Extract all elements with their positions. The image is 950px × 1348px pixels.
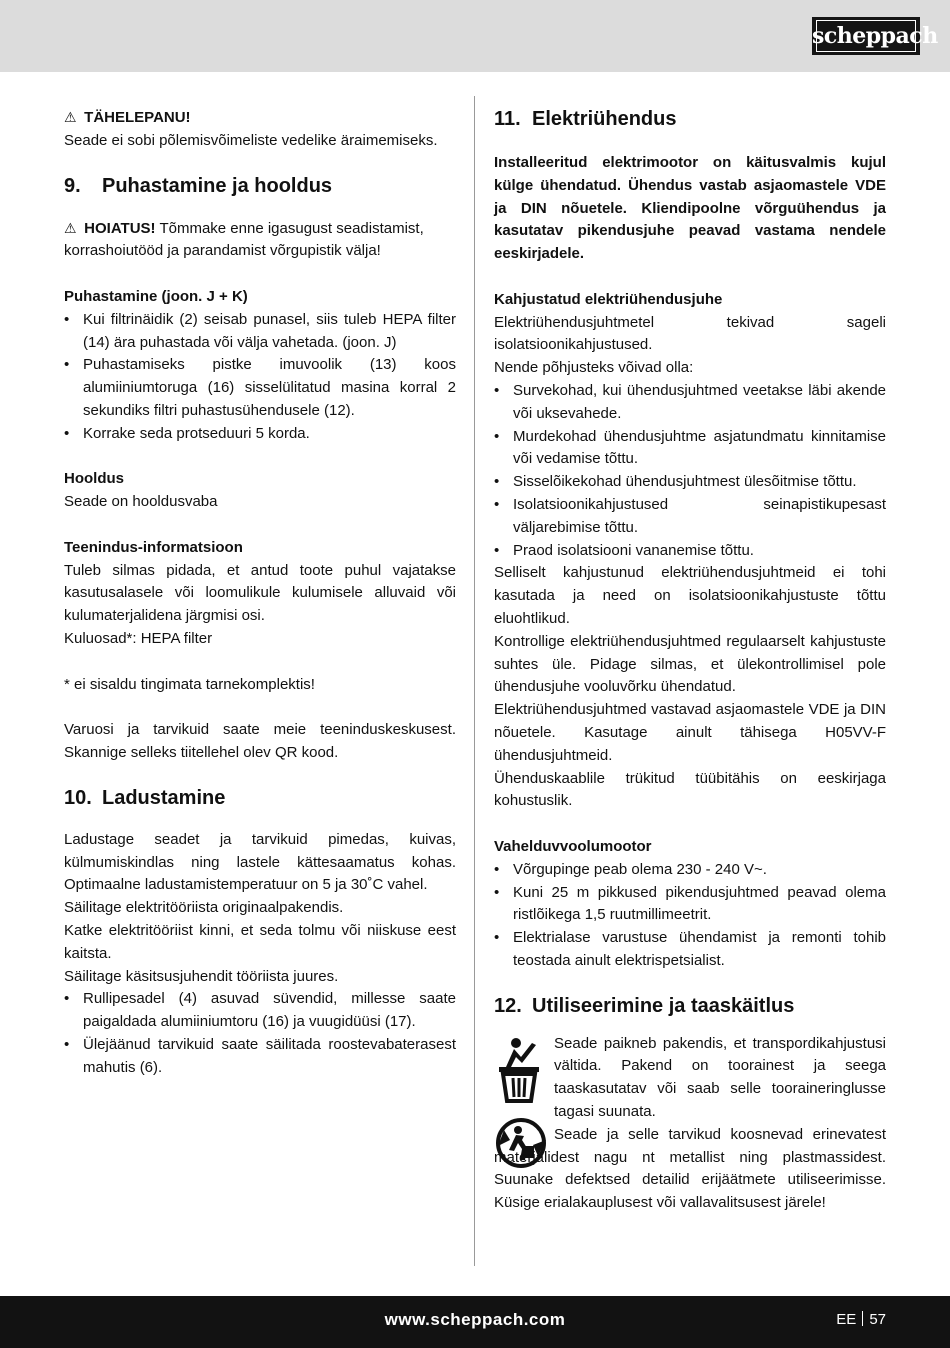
website-link[interactable]: www.scheppach.com (384, 1310, 566, 1329)
footnote: * ei sisaldu tingimata tarnekomplektis! (64, 675, 315, 693)
trash-bin-icon (494, 1033, 550, 1103)
maintenance-text: Seade on hooldusvaba (64, 493, 218, 511)
scheppach-logo: scheppach (812, 17, 920, 55)
recycling-block (494, 1033, 886, 1215)
warning-icon: ⚠ (64, 109, 77, 125)
list-item: • Isolatsioonikahjustused seinapistikupesast väljarebimise tõttu. (494, 494, 886, 540)
page-number: EE 57 (836, 1311, 886, 1328)
list-item: • Võrgupinge peab olema 230 - 240 V~. (494, 859, 886, 882)
list-item: • Korrake seda protseduuri 5 korda. (64, 423, 456, 446)
damaged-paragraph: Ühenduskaablile trükitud tüübitähis on eeskirjaga kohustuslik. (494, 769, 886, 810)
maintenance-title: Hooldus (64, 470, 124, 488)
cleaning-list (64, 309, 456, 446)
damaged-paragraph: Kontrollige elektriühendusjuhtmed regulaarselt kahjustuste suhtes üle. Pidage silmas, et ülekontrollimisel pole ühendusjuhe vooluvõrku ühendatud. (494, 632, 886, 696)
left-column (64, 106, 456, 1079)
cleaning-title: Puhastamine (joon. J + K) (64, 287, 248, 305)
section-10-heading: 10. Ladustamine (64, 786, 226, 809)
consumables-text: Kuluosad*: HEPA filter (64, 629, 213, 647)
list-item: • Sisselõikekohad ühendusjuhtmest ülesõitmise tõttu. (494, 471, 886, 494)
section-9-heading: 9. Puhastamine ja hooldus (64, 174, 333, 197)
hoiatus-paragraph: ⚠ HOIATUS! Tõmmake enne igasugust seadistamist, korrashoiutööd ja parandamist võrgupistik välja! (64, 217, 456, 264)
footer-bar (0, 1296, 950, 1348)
damaged-paragraph: Elektriühendusjuhtmed vastavad asjaomastele VDE ja DIN nõuetele. Kasutage ainult tähisega H05VV-F ühendusjuhtmeid. (494, 701, 886, 764)
recycling-text (494, 1033, 886, 1215)
storage-paragraph: Katke elektritööriist kinni, et seda tolmu või niiskuse eest kaitsta. (64, 921, 456, 962)
damaged-cable-title: Kahjustatud elektriühendusjuhe (494, 290, 723, 308)
connection-intro: Installeeritud elektrimootor on käitusvalmis kujul külge ühendatud. Ühendus vastab asjaomastele VDE ja DIN nõuetele. Kliendipoolne võrguühendus ja kasutatav pikendusjuhe peavad vastama nendele eeskirjadele. (494, 154, 886, 263)
right-column (494, 106, 886, 1215)
list-item: • Praod isolatsiooni vananemise tõttu. (494, 540, 886, 563)
warning-icon: ⚠ (64, 219, 77, 236)
damaged-paragraph: Selliselt kahjustunud elektriühendusjuhtmeid ei tohi kasutada ja need on isolatsioonikahjustuste tõttu eluohtlikud. (494, 564, 886, 627)
service-text: Tuleb silmas pidada, et antud toote puhul vajatakse kasutusalasele või loomulikule kulumisele alluvaid või kulumaterjalidena järgmisi osi. (64, 561, 456, 625)
storage-paragraph: Säilitage elektritööriista originaalpakendis. (64, 899, 344, 917)
list-item: • Survekohad, kui ühendusjuhtmed veetakse läbi akende või uksevahede. (494, 380, 886, 426)
list-item: • Kuni 25 m pikkused pikendusjuhtmed peavad olema ristlõikega 1,5 ruutmillimeetrit. (494, 882, 886, 928)
ac-motor-list (494, 859, 886, 973)
list-item: • Kui filtrinäidik (2) seisab punasel, siis tuleb HEPA filter (14) ära puhastada või välja vahetada. (joon. J) (64, 309, 456, 355)
storage-paragraph: Säilitage käsitsusjuhendit tööriista juures. (64, 967, 339, 985)
list-item: • Rullipesadel (4) asuvad süvendid, millesse saate paigaldada alumiiniumtoru (16) ja vuugidüüsi (17). (64, 988, 456, 1034)
service-title: Teenindus-informatsioon (64, 538, 243, 556)
warning-text: Seade ei sobi põlemisvõimeliste vedelike äraimemiseks. (64, 131, 438, 149)
storage-list (64, 988, 456, 1079)
list-item: • Elektrialase varustuse ühendamist ja remonti tohib teostada ainult elektrispetsialist. (494, 927, 886, 973)
list-item: • Murdekohad ühendusjuhtme asjatundmatu kinnitamise või vedamise tõttu. (494, 426, 886, 472)
list-item: • Puhastamiseks pistke imuvoolik (13) koos alumiiniumtoruga (16) sisselülitatud masina korral 2 sekundiks filtri puhastusühendusele (12). (64, 354, 456, 422)
section-11-heading: 11. Elektriühendus (494, 108, 677, 130)
recycling-paragraph: Seade ja selle tarvikud koosnevad erinevatest materjalidest nagu nt metallist ning plastmassidest. Suunake defektsed detailid erijäätmete utiliseerimisse. Küsige erialakauplusest või vallavalitsusest järele! (494, 1125, 886, 1212)
ac-motor-title: Vahelduvvoolumootor (494, 837, 652, 855)
damaged-paragraph: Nende põhjusteks võivad olla: (494, 359, 694, 377)
damaged-paragraph: Elektriühendusjuhtmetel tekivad sageli isolatsioonikahjustused. (494, 313, 886, 354)
column-divider (474, 96, 475, 1266)
damage-causes-list (494, 380, 886, 562)
header-bar (0, 0, 950, 72)
list-item: • Ülejäänud tarvikuid saate säilitada roostevabaterasest mahutis (6). (64, 1034, 456, 1080)
warning-title: ⚠ TÄHELEPANU! (64, 106, 456, 130)
recycling-paragraph: Seade paikneb pakendis, et transpordikahjustusi vältida. Pakend on toorainest ja seega taaskasutatav või saab selle tooraineringlusse tagasi suunata. (554, 1034, 886, 1121)
storage-paragraph: Ladustage seadet ja tarvikuid pimedas, kuivas, külmumiskindlas ning lastele kättesaamatus kohas. Optimaalne ladustamistemperatuur on 5 ja 30˚C vahel. (64, 830, 456, 894)
spare-parts-text: Varuosi ja tarvikuid saate meie teeninduskeskusest. Skannige selleks tiitellehel olev QR kood. (64, 721, 456, 761)
section-12-heading: 12. Utiliseerimine ja taaskäitlus (494, 994, 795, 1017)
